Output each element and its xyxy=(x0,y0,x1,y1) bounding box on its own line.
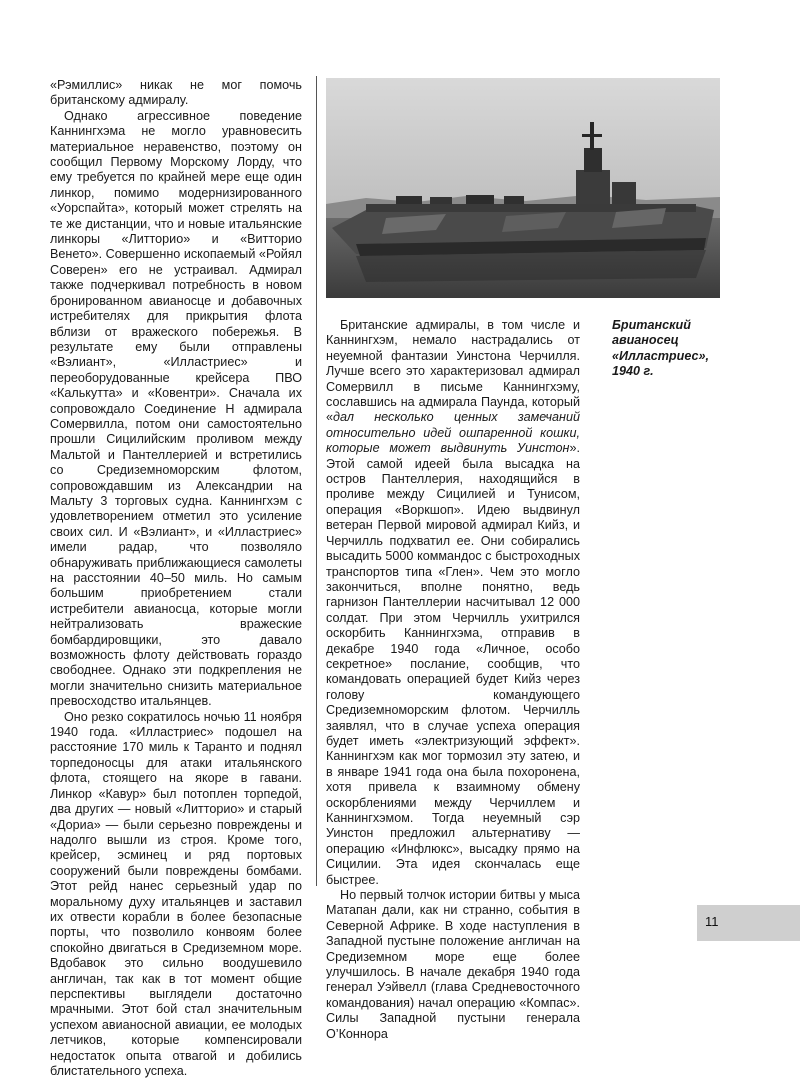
italic-quote: дал несколько ценных замечаний относительно идей ошпаренной кошки, которые может выдвинуть Уинстон xyxy=(326,410,580,456)
ship-illustration xyxy=(326,78,720,298)
paragraph: Но первый толчок истории битвы у мыса Матапан дали, как ни странно, события в Северной Африке. В ходе наступления в Западной пустыне положение англичан на Средиземном море еще более улучшилось. В начале декабря 1940 года генерал Уэйвелл (глава Средневосточного командования) начал операцию «Компас». Силы Западной пустыни генерала О’Коннора xyxy=(326,888,580,1041)
photo-caption: Британский авианосец «Илластриес», 1940 г. xyxy=(612,318,709,379)
page-number-tab xyxy=(697,905,800,941)
left-text-column xyxy=(50,78,302,1079)
text-run: ». Этой самой идеей была высадка на остров Пантеллерия, находящийся в проливе между Сицилией и Тунисом, операция «Воркшоп». Идею выдвинул ветеран Первой мировой адмирал Кийз, и Черчилль подхватил ее. Они собирались высадить 5000 коммандос с быстроходных транспортов типа «Глен». Чем это могло закончиться, вполне понятно, ведь гарнизон Пантеллерии насчитывал 12 000 солдат. При этом Черчилль ухитрился оскорбить Каннингхэма, отправив в декабре 1940 года «Личное, особо секретное» послание, сообщив, что командовать операцией будет Кийз через голову командующего Средиземноморским флотом. Черчилль заявлял, что в случае успеха операция будет иметь «электризующий эффект». Каннингхэм как мог тормозил эту затею, и в январе 1941 года она была похоронена, хотя привела к взаимному обмену оскорблениями между Черчиллем и Каннингхэмом. Тогда неуемный сэр Уинстон предложил альтернативу — операцию «Инфлюкс», высадку прямо на Сицилии. Эта идея скончалась еще быстрее. xyxy=(326,441,580,887)
paragraph: Однако агрессивное поведение Каннингхэма не могло уравновесить материальное неравенство, поэтому он сообщил Первому Морскому Лорду, что ему требуется по крайней мере еще один линкор, помимо модернизированного «Уорспайта», который может стрелять на те же дистанции, что и новые итальянские линкоры «Литторио» и «Витторио Венето». Совершенно ископаемый «Ройял Соверен» его не устраивал. Адмирал также подчеркивал потребность в новом бронированном авианосце и добавочных истребителях для прикрытия флота вблизи от вражеского побережья. В результате ему были отправлены «Вэлиант», «Илластриес» и переоборудованные крейсера ПВО «Калькутта» и «Ковентри». Сначала их сопровождало Соединение Н адмирала Сомервилла, потом они самостоятельно прошли Сицилийским проливом между Мальтой и Пантеллерией и встретились со Средиземноморским флотом, сопровождавшим из Александрии на Мальту 3 торговых судна. Каннингхэм с удовлетворением отметил это усиление своих сил. И «Вэлиант», и «Илластриес» имели радар, что позволяло обнаруживать приближающиеся самолеты на расстоянии 40–50 миль. Но самым большим приобретением стали истребители авианосца, которые могли нейтрализовать вражеские бомбардировщики, это давало возможность флоту действовать гораздо свободнее. Однако эти подкрепления не могли значительно снизить материальное превосходство итальянцев. xyxy=(50,108,302,709)
paragraph: «Рэмиллис» никак не мог помочь британскому адмиралу. xyxy=(50,78,302,108)
paragraph xyxy=(326,318,580,888)
text-run: Британские адмиралы, в том числе и Каннингхэм, немало настрадались от неуемной фантазии Уинстона Черчилля. Лучше всего это характеризовал адмирал Сомервилл в письме Каннингхэму, сославшись на адмирала Паунда, который « xyxy=(326,318,580,425)
page-number: 11 xyxy=(705,914,719,929)
paragraph: Оно резко сократилось ночью 11 ноября 1940 года. «Илластриес» подошел на расстояние 170 миль к Таранто и поднял торпедоносцы для атаки итальянского флота, стоящего на якоре в гавани. Линкор «Кавур» был потоплен торпедой, два других — новый «Литторио» и старый «Дориа» — были серьезно повреждены и надолго вышли из строя. Кроме того, крейсер, эсминец и ряд портовых сооружений были повреждены бомбами. Этот рейд нанес серьезный удар по моральному духу итальянцев и заставил их отвести корабли в более безопасные порты, что позволило конвоям более спокойно двигаться в Средиземном море. Вдобавок это сильно воодушевило англичан, так как в тот момент общие перспективы выглядели достаточно мрачными. Этот бой стал значительным успехом авианосной авиации, ее молодых летчиков, которые компенсировали недостаток опыта отвагой и добились блистательного успеха. xyxy=(50,709,302,1078)
right-text-column xyxy=(326,318,580,1042)
column-divider xyxy=(316,76,317,886)
aircraft-carrier-photo xyxy=(326,78,720,298)
